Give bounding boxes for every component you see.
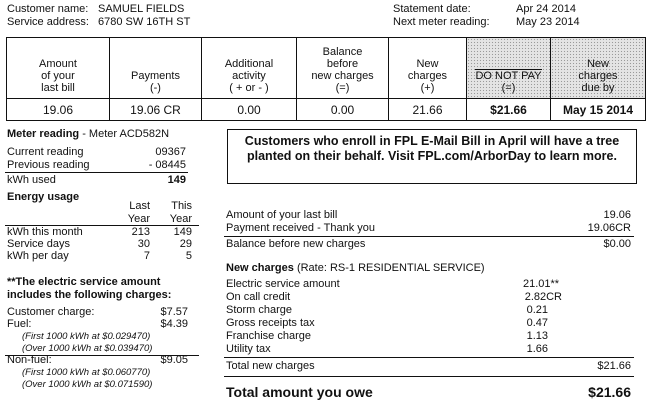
balance-label: Balance before new charges [226,238,366,250]
charge-item-value: 0.21 [526,304,548,316]
meter-reading-title: Meter reading [7,128,80,140]
next-reading-label: Next meter reading: [393,16,490,28]
header-line: ( + or - ) [229,82,269,94]
fuel-label: Fuel: [7,318,32,330]
header-line: charges [407,70,448,82]
charge-item-value: 2.82CR [524,291,562,303]
header-line: Amount [39,58,77,70]
breakdown-title-line1: **The electric service amount [7,276,161,288]
col-this-year-line1: This [171,200,192,212]
header-line: Balance [322,46,363,58]
kwh-used-label: kWh used [7,174,56,186]
promo-box [227,129,637,184]
energy-row-this: 29 [179,238,192,250]
total-owe-label: Total amount you owe [226,384,373,400]
header-line: due by [581,82,615,94]
new-charges-title: New charges [226,262,294,274]
header-due-by [551,38,645,98]
value-new-charges: 21.66 [389,99,467,120]
fuel-note: (First 1000 kWh at $0.029470) [22,331,151,342]
balance-value: $0.00 [603,238,631,250]
previous-reading-label: Previous reading [7,159,90,171]
col-last-year [118,200,150,226]
header-line: new charges [311,70,374,82]
header-line: of your [41,70,75,82]
breakdown-title-line2: includes the following charges: [7,289,172,301]
payment-label: Payment received - Thank you [226,222,375,234]
service-address: 6780 SW 16TH ST [98,16,191,28]
nonfuel-note: (Over 1000 kWh at $0.071590) [22,379,153,390]
energy-row-label: kWh this month [7,226,83,238]
header-line: New [416,58,439,70]
header-balance-before [297,38,389,98]
statement-date-label: Statement date: [393,3,471,15]
kwh-used-value: 149 [167,174,186,186]
value-payments: 19.06 CR [110,99,202,120]
nonfuel-label: Non-fuel: [7,354,52,366]
customer-charge-label: Customer charge: [7,306,95,318]
statement-date: Apr 24 2014 [516,3,576,15]
energy-row-this: 5 [185,250,192,262]
charge-item-label: Electric service amount [226,278,340,290]
meter-id: - Meter ACD582N [82,128,170,140]
header-line: activity [232,70,266,82]
header-line: (=) [335,82,350,94]
charge-item-label: On call credit [226,291,291,303]
value-do-not-pay: $21.66 [467,99,551,120]
charge-item-value: 1.66 [526,343,548,355]
customer-name-label: Customer name: [7,3,89,15]
energy-row-last: 213 [131,226,150,238]
header-new-charges [389,38,467,98]
charge-item-label: Storm charge [226,304,293,316]
energy-row-last: 30 [137,238,150,250]
energy-usage-title: Energy usage [7,191,80,203]
payment-value: 19.06CR [587,222,631,234]
energy-row-label: kWh per day [7,250,69,262]
total-new-charges-value: $21.66 [597,360,631,372]
rate-info: (Rate: RS-1 RESIDENTIAL SERVICE) [296,262,485,274]
charge-item-label: Franchise charge [226,330,311,342]
header-additional-activity [202,38,297,98]
fuel-note: (Over 1000 kWh at $0.039470) [22,343,153,354]
bill-summary-table [6,37,646,121]
energy-row-label: Service days [7,238,70,250]
current-reading-value: 09367 [155,146,186,158]
header-line: charges [578,70,618,82]
header-line: (+) [420,82,435,94]
meter-reading-heading [7,128,169,141]
header-line: last bill [41,82,75,94]
charge-item-value: 21.01** [523,278,560,290]
promo-text: Customers who enroll in FPL E-Mail Bill in April will have a tree planted on their behalf. Visit FPL.com/ArborDay to learn more. [244,134,620,163]
charge-item-label: Gross receipts tax [226,317,315,329]
header-do-not-pay [467,38,551,98]
nonfuel-value: $9.05 [160,354,188,366]
col-last-year-line2: Year [127,213,150,225]
header-line: (=) [501,82,516,94]
nonfuel-note: (First 1000 kWh at $0.060770) [22,367,151,378]
new-charges-heading [226,262,485,275]
charge-item-label: Utility tax [226,343,271,355]
header-line: DO NOT PAY [475,70,542,82]
col-last-year-line1: Last [129,200,150,212]
header-line: (-) [149,82,161,94]
value-additional-activity: 0.00 [202,99,297,120]
value-last-bill: 19.06 [7,99,110,120]
service-address-label: Service address: [7,16,89,28]
energy-row-last: 7 [143,250,150,262]
header-line: New [586,58,609,70]
header-line: Payments [131,70,180,82]
header-last-bill [7,38,110,98]
header-line: Additional [224,58,274,70]
value-balance-before: 0.00 [297,99,389,120]
next-reading-date: May 23 2014 [516,16,580,28]
energy-row-this: 149 [173,226,192,238]
header-line: before [326,58,359,70]
customer-charge-value: $7.57 [160,306,188,318]
value-due-date: May 15 2014 [562,102,634,117]
fuel-value: $4.39 [160,318,188,330]
last-bill-value: 19.06 [603,209,631,221]
total-new-charges-label: Total new charges [226,360,315,372]
customer-name: SAMUEL FIELDS [98,3,185,15]
header-payments [110,38,202,98]
current-reading-label: Current reading [7,146,84,158]
total-owe-value: $21.66 [588,384,631,400]
col-this-year-line2: Year [169,213,192,225]
last-bill-label: Amount of your last bill [226,209,338,221]
col-this-year [160,200,192,226]
charge-item-value: 1.13 [526,330,548,342]
charge-item-value: 0.47 [526,317,548,329]
previous-reading-value: - 08445 [148,159,186,171]
